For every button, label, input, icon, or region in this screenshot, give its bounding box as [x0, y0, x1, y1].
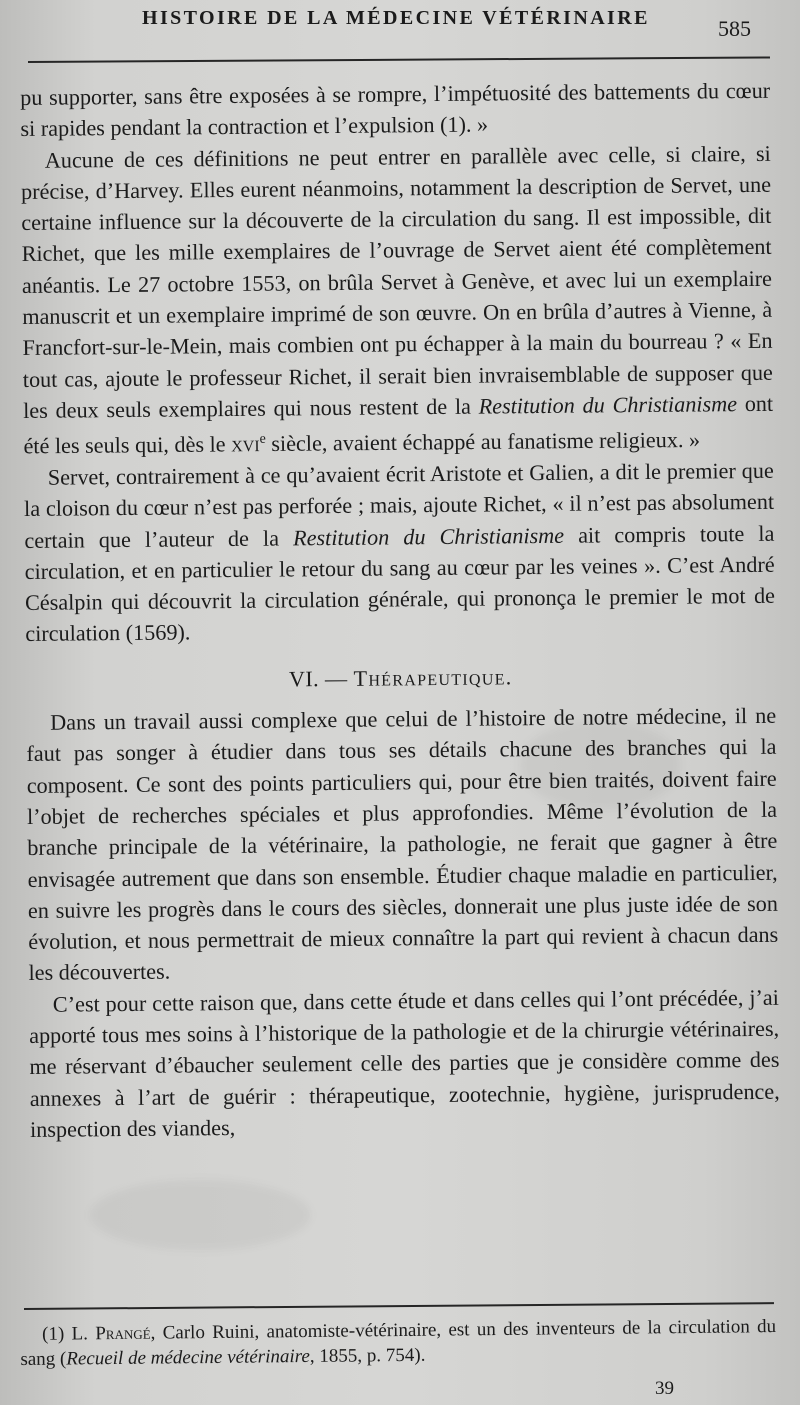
running-head: [0, 0, 800, 46]
paragraph: pu supporter, sans être exposées à se rompre, l’impétuosité des battements du cœur si rapides pendant la contraction et l’expulsion (1). »: [20, 77, 771, 142]
footnote-author: L. Prangé: [71, 1322, 151, 1345]
section-title: Thérapeutique.: [353, 664, 513, 691]
main-text: [20, 75, 780, 1145]
paragraph: Dans un travail aussi complexe que celui de l’histoire de notre médecine, il ne faut pas songer à étudier dans tous ses détails chacune des branches qui la composent. Ce sont des points particuliers qui, pour être bien traités, doivent faire l’objet de recherches spéciales et plus approfondies. Même l’évolution de la branche principale de la vétérinaire, la pathologie, ne ferait que gagner à être envisagée autrement que dans son ensemble. Étudier chaque maladie en particulier, en suivre les progrès dans le cours des siècles, donnerait une plus juste idée de son évolution, et nous permettrait de mieux connaître la part qui revient à chacun dans les découvertes.: [26, 702, 779, 986]
paragraph-text: ont été les seuls qui, dès le: [23, 390, 774, 459]
footnote-marker: (1): [42, 1323, 72, 1345]
paragraph-text: Aucune de ces définitions ne peut entrer en parallèle avec celle, si claire, si précise, d’Harvey. Elles eurent néanmoins, notamment la description de Servet, une certaine influence sur la découverte de la circulation du sang. Il est impossible, dit Richet, que les mille exemplaires de l’ouvrage de Servet aient été complètement anéantis. Le 27 octobre 1553, on brûla Servet à Genève, et avec lui un exemplaire manuscrit et un exemplaire imprimé de son œuvre. On en brûla d’autres à Vienne, à Francfort-sur-le-Mein, mais combien ont pu échapper à la main du bourreau ? « En tout cas, ajoute le professeur Richet, il serait bien invraisemblable de supposer que les deux seuls exemplaires qui nous restent de la: [20, 140, 773, 423]
paragraph-text: Servet, contrairement à ce qu’avaient écrit Aristote et Galien, a dit le premier que la cloison du cœur n’est pas perforée ; mais, ajoute Richet, « il n’est pas absolument certain que l’auteur de la: [23, 457, 775, 553]
book-title: Restitution du Christianisme: [292, 522, 565, 550]
footnote-text: , Carlo Ruini, anatomiste-vétérinaire, est un des inventeurs de la circulation du sang (: [20, 1316, 777, 1370]
section-heading: [26, 659, 776, 697]
paper-smudge: [90, 1180, 310, 1250]
footnote-journal: Recueil de médecine vétérinaire: [66, 1345, 310, 1370]
roman-century: xvi: [231, 431, 260, 457]
paragraph: [24, 455, 776, 650]
paragraph-text: siècle, avaient échappé au fanatisme religieux. »: [265, 427, 701, 457]
footnote-rule: [24, 1302, 774, 1310]
book-title: Restitution du Christianisme: [478, 391, 738, 419]
header-rule: [28, 56, 770, 63]
page-number: 585: [718, 16, 751, 41]
footnote-text: , 1855, p. 754).: [309, 1344, 426, 1367]
paragraph: [21, 137, 774, 462]
paragraph: C’est pour cette raison que, dans cette étude et dans celles qui l’ont précédée, j’ai apporté tous mes soins à l’historique de la pathologie et de la chirurgie vétérinaires, me réservant d’ébaucher seulement celle des parties que je considère comme des annexes à l’art de guérir : thérapeutique, zootechnie, hygiène, jurisprudence, inspection des viandes,: [29, 984, 780, 1142]
signature-mark: 39: [655, 1378, 674, 1399]
footnote: [20, 1314, 776, 1372]
section-number: VI. —: [288, 665, 354, 692]
paragraph-text: ait compris toute la circulation, et en particulier le retour du sang au cœur par les veines ». C’est André Césalpin qui découvrit la circulation générale, qui prononça le premier le mot de circulation (1569).: [24, 520, 776, 647]
superscript: e: [259, 431, 266, 447]
running-title: HISTOIRE DE LA MÉDECINE VÉTÉRINAIRE: [142, 7, 650, 29]
